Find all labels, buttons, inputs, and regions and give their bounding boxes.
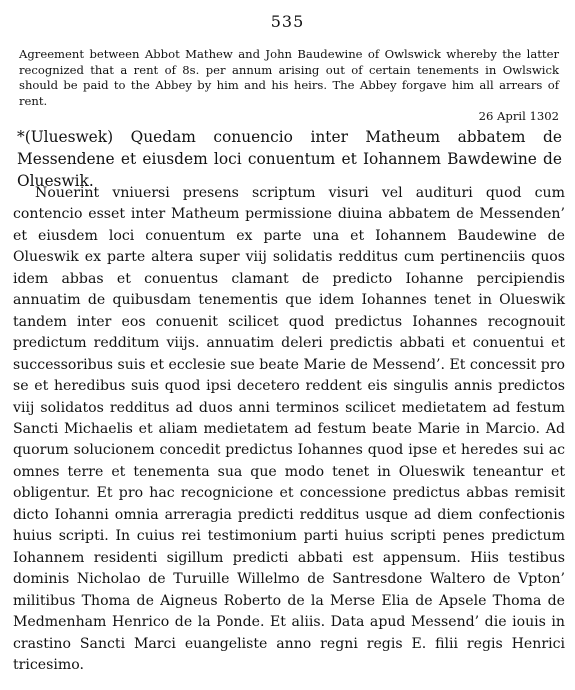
summary-text: Agreement between Abbot Mathew and John Baudewine of Owlswick whereby the latter recognized that a rent of 8s. per annum arising out of certain tenements in Owlswick should be paid to the Abbey by him and his heirs. The Abbey forgave him all arrears of rent.: [19, 47, 559, 108]
charter-heading: *(Ulueswek) Quedam conuencio inter Matheum abbatem de Messendene et eiusdem loci conuentum et Iohannem Bawdewine de Olueswik.: [17, 128, 562, 190]
document-summary: [19, 47, 559, 125]
charter-paragraph: Nouerint vniuersi presens scriptum visuri vel audituri quod cum contencio esset inter Matheum permissione diuina abbatem de Messenden’ et eiusdem loci conuentum ex parte una et Iohannem Baudewine de Olueswik ex parte altera super viij solidatis redditus cum pertinenciis quos idem abbas et conuentus clamant de predicto Iohanne percipiendis annuatim de quibusdam tenementis que idem Iohannes tenet in Olueswik tandem inter eos conuenit scilicet quod predictus Iohannes recognouit predictum redditum viijs. annuatim deleri predictis abbati et conuentui et successoribus suis et ecclesie sue beate Marie de Messend’. Et concessit pro se et heredibus suis quod ipsi decetero reddent eis singulis annis predictos viij solidatos redditus ad duos anni terminos scilicet medietatem ad festum Sancti Michaelis et aliam medietatem ad festum beate Marie in Marcio. Ad quorum solucionem concedit predictus Iohannes quod ipse et heredes sui ac omnes terre et tenementa sua que modo tenet in Olueswik teneantur et obligentur. Et pro hac recognicione et concessione predictus abbas remisit dicto Iohanni omnia arreragia predicti redditus usque ad diem confectionis huius scripti. In cuius rei testimonium parti huius scripti penes predictum Iohannem residenti sigillum predicti abbati est appensum. Hiis testibus dominis Nicholao de Turuille Willelmo de Santresdone Waltero de Vpton’ militibus Thoma de Aigneus Roberto de la Merse Elia de Apsele Thoma de Medmenham Henrico de la Ponde. Et aliis. Data apud Messend’ die iouis in crastino Sancti Marci euangeliste anno regni regis E. filii regis Henrici tricesimo.: [13, 185, 565, 673]
page-number: 535: [270, 12, 305, 31]
summary-date: 26 April 1302: [478, 109, 559, 123]
charter-body: [13, 183, 565, 676]
